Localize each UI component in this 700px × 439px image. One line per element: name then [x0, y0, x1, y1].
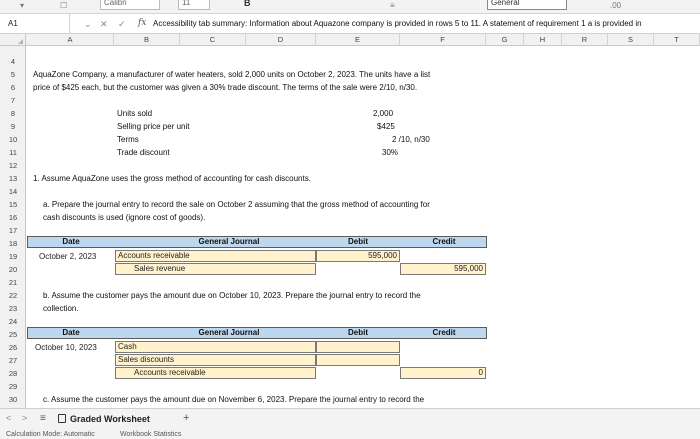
next-sheet-icon[interactable]: > [22, 413, 28, 423]
account-input[interactable]: Sales discounts [115, 354, 316, 366]
row-header-bar [0, 46, 26, 408]
intro-line: AquaZone Company, a manufacturer of water heaters, sold 2,000 units on October 2, 2023. The units have a list [33, 70, 431, 79]
checkbox-icon[interactable]: ☐ [60, 1, 68, 10]
account-input[interactable]: Accounts receivable [115, 250, 316, 262]
font-name-box[interactable]: Calibri [100, 0, 160, 10]
fact-label: Trade discount [117, 148, 170, 157]
lock-icon [58, 414, 66, 423]
column-header[interactable]: G [486, 34, 524, 46]
row-number[interactable]: 15 [8, 200, 18, 209]
requirement-text: cash discounts is used (ignore cost of goods). [43, 213, 206, 222]
column-header[interactable]: C [180, 34, 246, 46]
fact-value: $425 [377, 122, 395, 131]
formula-bar [0, 14, 700, 34]
account-input[interactable]: Accounts receivable [115, 367, 316, 379]
journal-date: October 10, 2023 [35, 343, 97, 352]
row-number[interactable]: 10 [8, 135, 18, 144]
row-number[interactable]: 4 [10, 57, 16, 66]
requirement-text: a. Prepare the journal entry to record the sale on October 2 assuming that the gross method of accounting for [43, 200, 430, 209]
row-number[interactable]: 12 [8, 161, 18, 170]
decimal-icon[interactable]: .00 [610, 1, 622, 10]
requirement-text: c. Assume the customer pays the amount due on November 6, 2023. Prepare the journal entry to record the [43, 395, 425, 404]
date-header: Date [62, 237, 80, 246]
font-size-box[interactable]: 11 [178, 0, 210, 10]
row-number[interactable]: 24 [8, 317, 18, 326]
bold-button[interactable]: B [244, 0, 251, 8]
column-header[interactable]: H [524, 34, 562, 46]
tab-graded-worksheet[interactable]: Graded Worksheet [70, 414, 150, 424]
number-format-box[interactable]: General [487, 0, 567, 10]
confirm-icon[interactable]: ✓ [118, 19, 126, 29]
prev-sheet-icon[interactable]: < [6, 413, 12, 423]
intro-line: price of $425 each, but the customer was given a 30% trade discount. The terms of the sale were 2/10, n/30. [33, 83, 418, 92]
credit-header: Credit [432, 237, 456, 246]
row-number[interactable]: 18 [8, 239, 18, 248]
row-number[interactable]: 23 [8, 304, 18, 313]
column-header-bar [0, 34, 700, 46]
row-number[interactable]: 26 [8, 343, 18, 352]
row-number[interactable]: 11 [9, 148, 17, 157]
add-sheet-icon[interactable]: + [183, 412, 190, 424]
row-number[interactable]: 14 [8, 187, 18, 196]
column-header[interactable]: B [114, 34, 180, 46]
dropdown-icon[interactable]: ▾ [20, 1, 25, 10]
journal-header: General Journal [198, 237, 260, 246]
function-icon[interactable]: fx [138, 18, 147, 28]
journal-header-row [27, 236, 487, 248]
row-number[interactable]: 7 [10, 96, 16, 105]
row-number[interactable]: 21 [8, 278, 18, 287]
row-number[interactable]: 29 [8, 382, 18, 391]
row-number[interactable]: 9 [10, 122, 16, 131]
row-number[interactable]: 28 [8, 369, 18, 378]
row-number[interactable]: 25 [8, 330, 18, 339]
credit-input[interactable]: 595,000 [400, 263, 486, 275]
row-number[interactable]: 30 [8, 395, 18, 404]
row-number[interactable]: 20 [8, 265, 18, 274]
row-number[interactable]: 19 [8, 252, 18, 261]
worksheet-grid[interactable] [0, 46, 700, 408]
debit-input[interactable]: 595,000 [316, 250, 400, 262]
column-header[interactable]: T [654, 34, 700, 46]
row-number[interactable]: 13 [8, 174, 18, 183]
debit-input[interactable] [316, 341, 400, 353]
debit-header: Debit [348, 328, 368, 337]
column-header[interactable]: F [400, 34, 486, 46]
requirement-text: collection. [43, 304, 79, 313]
journal-date: October 2, 2023 [39, 252, 97, 261]
select-all-button[interactable] [0, 34, 26, 46]
requirement-text: 1. Assume AquaZone uses the gross method of accounting for cash discounts. [33, 174, 311, 183]
align-icon[interactable]: ≡ [390, 1, 395, 10]
sheet-list-icon[interactable]: ≡ [40, 413, 46, 424]
date-header: Date [62, 328, 80, 337]
row-number[interactable]: 6 [10, 83, 16, 92]
column-header[interactable]: D [246, 34, 316, 46]
workbook-statistics[interactable]: Workbook Statistics [120, 431, 182, 438]
calc-mode-status[interactable]: Calculation Mode: Automatic [6, 431, 95, 438]
credit-header: Credit [432, 328, 456, 337]
chevron-down-icon[interactable]: ⌄ [84, 19, 92, 29]
fact-value: 2,000 [373, 109, 394, 118]
row-number[interactable]: 17 [8, 226, 18, 235]
row-number[interactable]: 5 [10, 70, 16, 79]
debit-input[interactable] [316, 354, 400, 366]
fact-label: Terms [117, 135, 139, 144]
ribbon [0, 0, 700, 14]
credit-input[interactable]: 0 [400, 367, 486, 379]
sheet-tab-bar [0, 408, 700, 428]
row-number[interactable]: 27 [8, 356, 18, 365]
column-header[interactable]: E [316, 34, 400, 46]
row-number[interactable]: 22 [8, 291, 18, 300]
account-input[interactable]: Cash [115, 341, 316, 353]
journal-header-row [27, 327, 487, 339]
fact-value: 30% [382, 148, 399, 157]
formula-input[interactable]: Accessibility tab summary: Information about Aquazone company is provided in rows 5 to 11. A statement of requirement 1 a is provided in [153, 19, 642, 28]
row-number[interactable]: 8 [10, 109, 16, 118]
column-header[interactable]: S [608, 34, 654, 46]
cancel-icon[interactable]: ✕ [100, 19, 108, 29]
fact-label: Selling price per unit [117, 122, 190, 131]
column-header[interactable]: A [27, 34, 114, 46]
requirement-text: b. Assume the customer pays the amount due on October 10, 2023. Prepare the journal entry to record the [43, 291, 421, 300]
fact-value: 2 /10, n/30 [392, 135, 430, 144]
debit-header: Debit [348, 237, 368, 246]
column-header[interactable]: R [562, 34, 608, 46]
fact-label: Units sold [117, 109, 153, 118]
row-number[interactable]: 16 [8, 213, 18, 222]
name-box[interactable]: A1 [0, 14, 70, 34]
account-input[interactable]: Sales revenue [115, 263, 316, 275]
status-bar [0, 428, 700, 439]
journal-header: General Journal [198, 328, 260, 337]
